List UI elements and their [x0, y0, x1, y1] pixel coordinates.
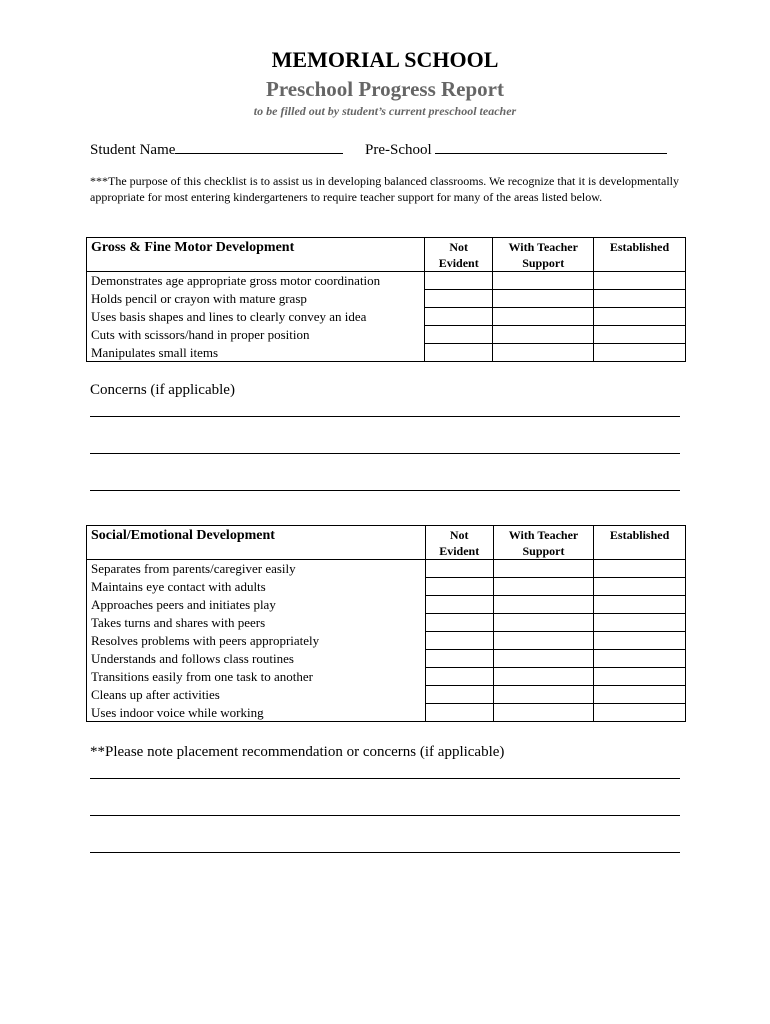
- checklist-row: [87, 668, 686, 686]
- established-cell[interactable]: [594, 686, 686, 704]
- social-checklist-table: [86, 525, 686, 722]
- checklist-row: [87, 290, 686, 308]
- motor-section-title: Gross & Fine Motor Development: [87, 238, 425, 272]
- motor-checklist-table: [86, 237, 686, 362]
- with-support-cell[interactable]: [493, 560, 593, 578]
- checklist-item-label: Approaches peers and initiates play: [87, 596, 426, 614]
- checklist-item-label: Separates from parents/caregiver easily: [87, 560, 426, 578]
- established-cell[interactable]: [594, 596, 686, 614]
- checklist-row: [87, 272, 686, 290]
- established-cell[interactable]: [594, 272, 686, 290]
- not-evident-cell[interactable]: [425, 560, 493, 578]
- checklist-row: [87, 344, 686, 362]
- school-name: MEMORIAL SCHOOL: [271, 47, 499, 72]
- checklist-row: [87, 560, 686, 578]
- preschool-line[interactable]: [435, 139, 667, 154]
- not-evident-cell[interactable]: [425, 632, 493, 650]
- checklist-row: [87, 686, 686, 704]
- not-evident-cell[interactable]: [425, 596, 493, 614]
- concerns-line-3[interactable]: [90, 490, 680, 491]
- social-section-title: Social/Emotional Development: [87, 526, 426, 560]
- checklist-row: [87, 326, 686, 344]
- not-evident-cell[interactable]: [425, 686, 493, 704]
- purpose-statement: ***The purpose of this checklist is to assist us in developing balanced classrooms. We recognize that it is developmentally appropriate for most entering kindergarteners to require teacher support for many of the areas listed below.: [90, 174, 680, 204]
- col-established: Established: [594, 526, 686, 560]
- col-with-support: With Teacher Support: [493, 238, 594, 272]
- checklist-row: [87, 704, 686, 722]
- with-support-cell[interactable]: [493, 290, 594, 308]
- checklist-item-label: Cleans up after activities: [87, 686, 426, 704]
- with-support-cell[interactable]: [493, 650, 593, 668]
- with-support-cell[interactable]: [493, 272, 594, 290]
- with-support-cell[interactable]: [493, 668, 593, 686]
- col-not-evident: Not Evident: [425, 238, 493, 272]
- established-cell[interactable]: [594, 632, 686, 650]
- concerns-line-2[interactable]: [90, 453, 680, 454]
- not-evident-cell[interactable]: [425, 704, 493, 722]
- placement-line-2[interactable]: [90, 815, 680, 816]
- col-with-support: With Teacher Support: [493, 526, 593, 560]
- with-support-cell[interactable]: [493, 614, 593, 632]
- checklist-item-label: Uses basis shapes and lines to clearly convey an idea: [87, 308, 425, 326]
- checklist-item-label: Uses indoor voice while working: [87, 704, 426, 722]
- checklist-row: [87, 596, 686, 614]
- preschool-label: Pre-School: [365, 142, 432, 158]
- established-cell[interactable]: [594, 308, 686, 326]
- concerns-line-1[interactable]: [90, 416, 680, 417]
- with-support-cell[interactable]: [493, 308, 594, 326]
- established-cell[interactable]: [594, 560, 686, 578]
- checklist-item-label: Demonstrates age appropriate gross motor coordination: [87, 272, 425, 290]
- col-not-evident: Not Evident: [425, 526, 493, 560]
- checklist-row: [87, 650, 686, 668]
- checklist-item-label: Takes turns and shares with peers: [87, 614, 426, 632]
- with-support-cell[interactable]: [493, 686, 593, 704]
- established-cell[interactable]: [594, 650, 686, 668]
- concerns-heading: Concerns (if applicable): [90, 382, 235, 398]
- checklist-item-label: Maintains eye contact with adults: [87, 578, 426, 596]
- with-support-cell[interactable]: [493, 578, 593, 596]
- placement-line-3[interactable]: [90, 852, 680, 853]
- established-cell[interactable]: [594, 344, 686, 362]
- checklist-row: [87, 632, 686, 650]
- established-cell[interactable]: [594, 614, 686, 632]
- not-evident-cell[interactable]: [425, 614, 493, 632]
- not-evident-cell[interactable]: [425, 272, 493, 290]
- with-support-cell[interactable]: [493, 632, 593, 650]
- placement-heading: **Please note placement recommendation or concerns (if applicable): [90, 744, 505, 760]
- checklist-item-label: Understands and follows class routines: [87, 650, 426, 668]
- established-cell[interactable]: [594, 326, 686, 344]
- not-evident-cell[interactable]: [425, 290, 493, 308]
- not-evident-cell[interactable]: [425, 326, 493, 344]
- instruction-note: to be filled out by student’s current preschool teacher: [253, 104, 517, 118]
- not-evident-cell[interactable]: [425, 668, 493, 686]
- with-support-cell[interactable]: [493, 704, 593, 722]
- student-name-label: Student Name: [90, 142, 176, 158]
- checklist-item-label: Manipulates small items: [87, 344, 425, 362]
- student-name-field[interactable]: [90, 139, 343, 159]
- checklist-row: [87, 578, 686, 596]
- not-evident-cell[interactable]: [425, 578, 493, 596]
- with-support-cell[interactable]: [493, 326, 594, 344]
- col-established: Established: [594, 238, 686, 272]
- checklist-item-label: Cuts with scissors/hand in proper position: [87, 326, 425, 344]
- checklist-item-label: Transitions easily from one task to another: [87, 668, 426, 686]
- established-cell[interactable]: [594, 578, 686, 596]
- preschool-field[interactable]: [365, 139, 667, 159]
- placement-line-1[interactable]: [90, 778, 680, 779]
- established-cell[interactable]: [594, 290, 686, 308]
- not-evident-cell[interactable]: [425, 650, 493, 668]
- not-evident-cell[interactable]: [425, 308, 493, 326]
- checklist-row: [87, 614, 686, 632]
- with-support-cell[interactable]: [493, 596, 593, 614]
- with-support-cell[interactable]: [493, 344, 594, 362]
- checklist-item-label: Resolves problems with peers appropriately: [87, 632, 426, 650]
- student-name-line[interactable]: [175, 139, 343, 154]
- checklist-item-label: Holds pencil or crayon with mature grasp: [87, 290, 425, 308]
- not-evident-cell[interactable]: [425, 344, 493, 362]
- report-title: Preschool Progress Report: [266, 77, 504, 101]
- established-cell[interactable]: [594, 704, 686, 722]
- established-cell[interactable]: [594, 668, 686, 686]
- checklist-row: [87, 308, 686, 326]
